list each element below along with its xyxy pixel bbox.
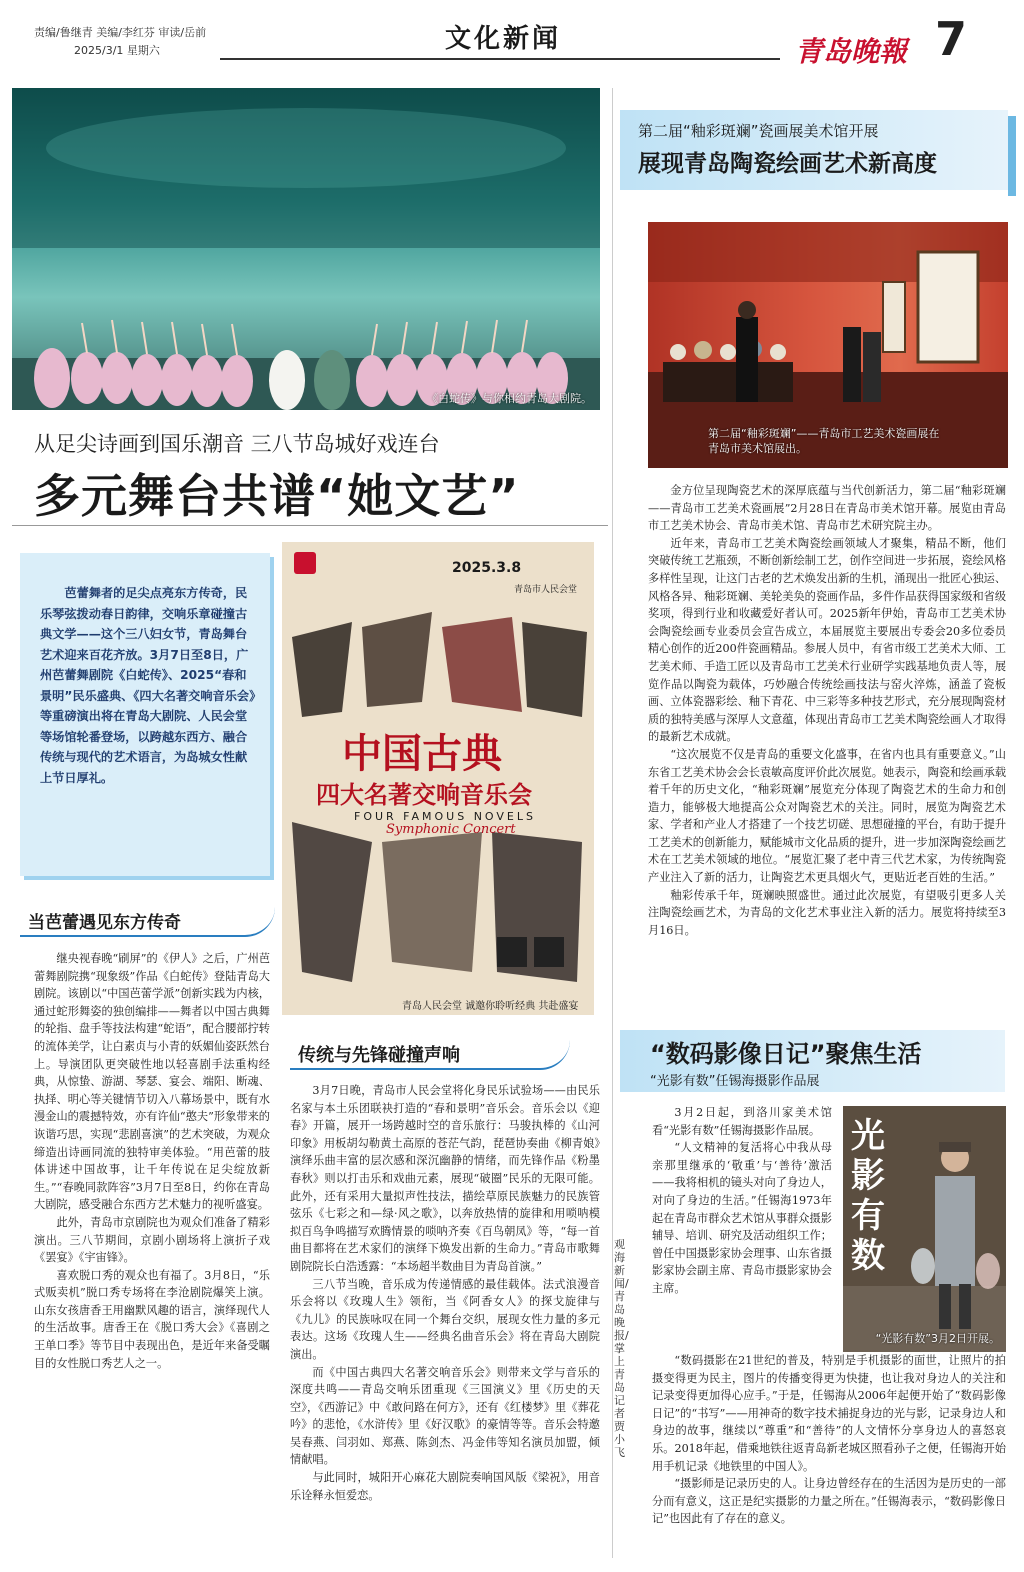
poster-venue: 青岛市人民会堂 xyxy=(514,585,578,595)
article1-section2-body xyxy=(290,1082,600,1504)
concert-poster xyxy=(282,542,594,1015)
article2-headline: 展现青岛陶瓷绘画艺术新高度 xyxy=(638,151,937,177)
poster-english-title: FOUR FAMOUS NOVELS xyxy=(354,810,536,823)
orchestra-logo-icon xyxy=(294,552,316,574)
paragraph: 3月2日起，到洛川家美术馆看“光影有数”任锡海摄影作品展。 xyxy=(652,1106,832,1137)
ballet-stage-photo xyxy=(12,88,600,410)
paragraph: 金方位呈现陶瓷艺术的深厚底蕴与当代创新活力，第二届“釉彩斑斓——青岛市工艺美术瓷画展”2月28日在青岛市美术馆开幕。展览由青岛市工艺美术协会、青岛市美术馆、青岛市艺术研究院主办。 xyxy=(648,484,1006,533)
editor-credits: 责编/鲁继青 美编/李红芬 审读/岳前 xyxy=(34,26,207,39)
poster-title-main: 中国古典 xyxy=(342,730,502,777)
article3-body-wide xyxy=(652,1352,1006,1528)
paragraph: “数码摄影在21世纪的普及，特别是手机摄影的面世，让照片的拍摄变得更为民主，图片的传播变得更为快捷，也让我对身边人的关注和记录变得更加得心应手。”于是，任锡海从2006年起便开始了“数码影像日记”的“书写”——用神奇的数字技术捕捉身边的光与影，记录身边人和身边的故事，继续以“尊重”和“善待”的人文情怀分享身边人的喜怒哀乐。2018年起，借乘地铁往返青岛新老城区照看孙子之便，任锡海开始用手机记录《地铁里的中国人》。 xyxy=(652,1354,1006,1473)
paragraph: 3月7日晚，青岛市人民会堂将化身民乐试验场——由民乐名家与本土乐团联袂打造的“春和景明”音乐会。音乐会以《迎春》开篇，展开一场跨越时空的音乐旅行：马骏执棒的《山河印象》用板胡勾勒黄土高原的苍茫气韵，琵琶协奏曲《柳青娘》演绎乐曲丰富的层次感和深沉幽静的情绪，而先锋作品《粉墨春秋》则以打击乐和戏曲元素，展现“破圈”民乐的无限可能。此外，还有采用大量拟声性技法，描绘草原民族魅力的民族管弦乐《七彩之和—绿·风之歌》，以奔放热情的旋律和用唢呐模拟百鸟争鸣描写欢腾情景的唢呐齐奏《百鸟朝凤》等，“每一首曲目都将在艺术家们的演绎下焕发出新的生命力。”青岛市歌舞剧院院长白浩透露：“本场超半数曲目为青岛首演。” xyxy=(290,1084,600,1273)
paragraph: 而《中国古典四大名著交响音乐会》则带来文学与音乐的深度共鸣——青岛交响乐团重现《三国演义》里《历史的天空》，《西游记》中《敢问路在何方》，还有《红楼梦》里《葬花吟》的悲怆，《水浒传》里《好汉歌》的豪情等等。音乐会特邀吴春燕、闫羽如、郑燕、陈剑杰、冯金伟等知名演员加盟，倾情献唱。 xyxy=(290,1365,600,1467)
photographer-photo-caption: “光影有数”3月2日开展。 xyxy=(875,1332,1000,1345)
exhibition-photo xyxy=(648,222,1008,468)
paragraph: 喜欢脱口秀的观众也有福了。3月8日，“乐式贩卖机”脱口秀专场将在李沧剧院爆笑上演。山东女孩唐香王用幽默风趣的语言，演绎现代人的生活故事。唐香王在《脱口秀大会》《喜剧之王单口季》等节目中表现出色，是近年来备受瞩目的女性脱口秀艺人之一。 xyxy=(34,1268,270,1370)
paragraph: 此外，青岛市京剧院也为观众们准备了精彩演出。三八节期间，京剧小剧场将上演折子戏《罢宴》《宇宙锋》。 xyxy=(34,1215,270,1265)
article3-kicker: “光影有数”任锡海摄影作品展 xyxy=(650,1074,820,1089)
column-divider xyxy=(612,88,613,1558)
photo-calligraphy-title: 光影有数 xyxy=(851,1116,885,1276)
paragraph: “人文精神的复活将心中我从母亲那里继承的‘敬重’与‘善待’激活——我将相机的镜头对向了身边人，对向了身边的生活。”任锡海1973年起在青岛市群众艺术馆从事群众摄影辅导、培训、研究及活动组织工作；曾任中国摄影家协会理事、山东省摄影家协会副主席、青岛市摄影家协会主席。 xyxy=(652,1141,832,1295)
photographer-photo xyxy=(843,1106,1006,1352)
paragraph: 近年来，青岛市工艺美术陶瓷绘画领域人才聚集，精品不断，他们突破传统工艺瓶颈，不断创新绘制工艺，创作空间进一步拓展，瓷绘风格多样性呈现，让这门古老的艺术焕发出新的生机，涌现出一批匠心独运、风格各异、釉彩斑斓、美轮美奂的瓷画作品，多件作品获得国家级和省级奖项，得到行业和收藏爱好者认可。2025新年伊始，青岛市工艺美术协会陶瓷绘画专业委员会宣告成立，本届展览主要展出专委会20多位委员精心创作的近200件瓷画精品。参展人员中，有省市级工艺美术大师、工艺美术师、手造工匠以及青岛市工艺美术行业研学实践基地负责人等，展览作品以陶瓷为载体，巧妙融合传统绘画技法与窑火淬炼，涵盖了瓷板画、立体瓷器彩绘、釉下青花、中三彩等多种技艺形式，充分展现陶瓷材质的独特美感与深厚人文意蕴，体现出青岛市工艺美术陶瓷绘画人才取得的最新艺术成就。 xyxy=(648,536,1007,744)
paragraph: “摄影师是记录历史的人。让身边曾经存在的生活因为是历史的一部分而有意义，这正是纪实摄影的力量之所在。”任锡海表示，“数码影像日记”也因此有了存在的意义。 xyxy=(652,1477,1006,1526)
poster-slogan: 青岛人民会堂 诚邀你聆听经典 共赴盛宴 xyxy=(402,1001,579,1012)
article1-section1-body xyxy=(34,950,270,1372)
section-heading-ballet: 当芭蕾遇见东方传奇 xyxy=(20,905,275,937)
page-number: 7 xyxy=(935,12,968,66)
masthead-credits xyxy=(34,24,206,60)
article2-kicker: 第二届“釉彩斑斓”瓷画展美术馆开展 xyxy=(638,122,879,140)
article3-headline: “数码影像日记”聚焦生活 xyxy=(650,1040,922,1068)
article3-body-narrow xyxy=(652,1104,832,1298)
ballet-dancers-illustration xyxy=(12,88,600,410)
poster-date: 2025.3.8 xyxy=(452,560,522,576)
article1-headline: 多元舞台共谱“她文艺” xyxy=(34,469,520,523)
paragraph: “这次展览不仅是青岛的重要文化盛事，在省内也具有重要意义。”山东省工艺美术协会会长袁敏高度评价此次展览。她表示，陶瓷和绘画承载着千年的历史文化，“釉彩斑斓”展览充分体现了陶瓷艺术的生命力和创造力，能够极大地提高公众对陶瓷艺术的关注。同时，展览为陶瓷艺术家、学者和产业人才搭建了一个技艺切磋、思想碰撞的平台，有助于提升工艺美术的创新能力，赋能城市文化品质的提升，进一步加深陶瓷绘画艺术在工艺美术领域的地位。“展览汇聚了老中青三代艺术家，为传统陶瓷产业注入了新的活力，让陶瓷艺术更具烟火气，更贴近老百姓的生活。” xyxy=(648,747,1007,885)
section-title: 文化新闻 xyxy=(445,24,562,54)
ballet-photo-caption: 《白蛇传》与你相约青岛大剧院。 xyxy=(427,392,592,405)
article1-lead-box xyxy=(20,553,270,876)
article1-lead-text: 芭蕾舞者的足尖点亮东方传奇，民乐琴弦拨动春日韵律，交响乐章碰撞古典文学——这个三八妇女节，青岛舞台艺术迎来百花齐放。3月7日至8日，广州芭蕾舞剧院《白蛇传》、2025“春和景明”民乐盛典、《四大名著交响音乐会》等重磅演出将在青岛大剧院、人民会堂等场馆轮番登场，以跨越东西方、融合传统与现代的艺术语言，为岛城女性献上节日厚礼。 xyxy=(40,586,256,785)
article2-body xyxy=(648,482,1006,939)
paragraph: 与此同时，城阳开心麻花大剧院奏响国风版《梁祝》，用音乐诠释永恒爱恋。 xyxy=(290,1471,600,1502)
article1-byline: 观海新闻/青岛晚报/掌上青岛 记者 贾小飞 xyxy=(614,1238,629,1459)
poster-title-sub: 四大名著交响音乐会 xyxy=(316,780,532,809)
article2-header-bar xyxy=(620,110,1008,190)
issue-date: 2025/3/1 星期六 xyxy=(74,44,160,57)
paragraph: 釉彩传承千年，斑斓映照盛世。通过此次展览，有望吸引更多人关注陶瓷绘画艺术，为青岛的文化艺术事业注入新的活力。展览将持续至3月16日。 xyxy=(648,888,1006,937)
paragraph: 继央视春晚“刷屏”的《伊人》之后，广州芭蕾舞剧院携“现象级”作品《白蛇传》登陆青岛大剧院。该剧以“中国芭蕾学派”创新实践为内核，通过蛇形舞姿的独创编排——舞者以中国古典舞的轮指、盘手等技法构建“蛇语”，配合腰部拧转的流体美学，让白素贞与小青的妖媚仙姿跃然台上。导演团队更突破性地以轻喜剧手法重构经典，从惊蛰、游湖、琴瑟、宴会、端阳、断魂、执择、明心等关键情节切入八幕场景中，既有水漫金山的震撼特效，亦有许仙“憨夫”形象带来的诙谐巧思，实现“悲剧喜演”的艺术突破，为观众缔造出诗画同流的独特审美体验。“用芭蕾的肢体讲述中国故事，让千年传说在足尖绽放新生。”“春晚同款阵容”3月7日至8日，约你在青岛大剧院，感受融合东西方艺术魅力的视听盛宴。 xyxy=(34,952,270,1212)
exhibition-photo-caption: 第二届“釉彩斑斓”——青岛市工艺美术瓷画展在青岛市美术馆展出。 xyxy=(708,427,940,455)
paragraph: 三八节当晚，音乐成为传递情感的最佳载体。法式浪漫音乐会将以《玫瑰人生》领衔，当《阿香女人》的探戈旋律与《九儿》的民族咏叹在同一个舞台交织，展现女性力量的多元表达。这场《玫瑰人生——经典名曲音乐会》将在青岛大剧院演出。 xyxy=(290,1277,600,1361)
header-rule xyxy=(220,58,780,60)
article1-subtitle: 从足尖诗画到国乐潮音 三八节岛城好戏连台 xyxy=(34,432,440,456)
newspaper-logo: 青岛晚報 xyxy=(795,35,908,68)
section-heading-music: 传统与先锋碰撞声响 xyxy=(290,1038,570,1070)
poster-english-subtitle: Symphonic Concert xyxy=(386,822,516,837)
headline-rule xyxy=(12,525,608,526)
article3-header-bar xyxy=(620,1030,1005,1092)
